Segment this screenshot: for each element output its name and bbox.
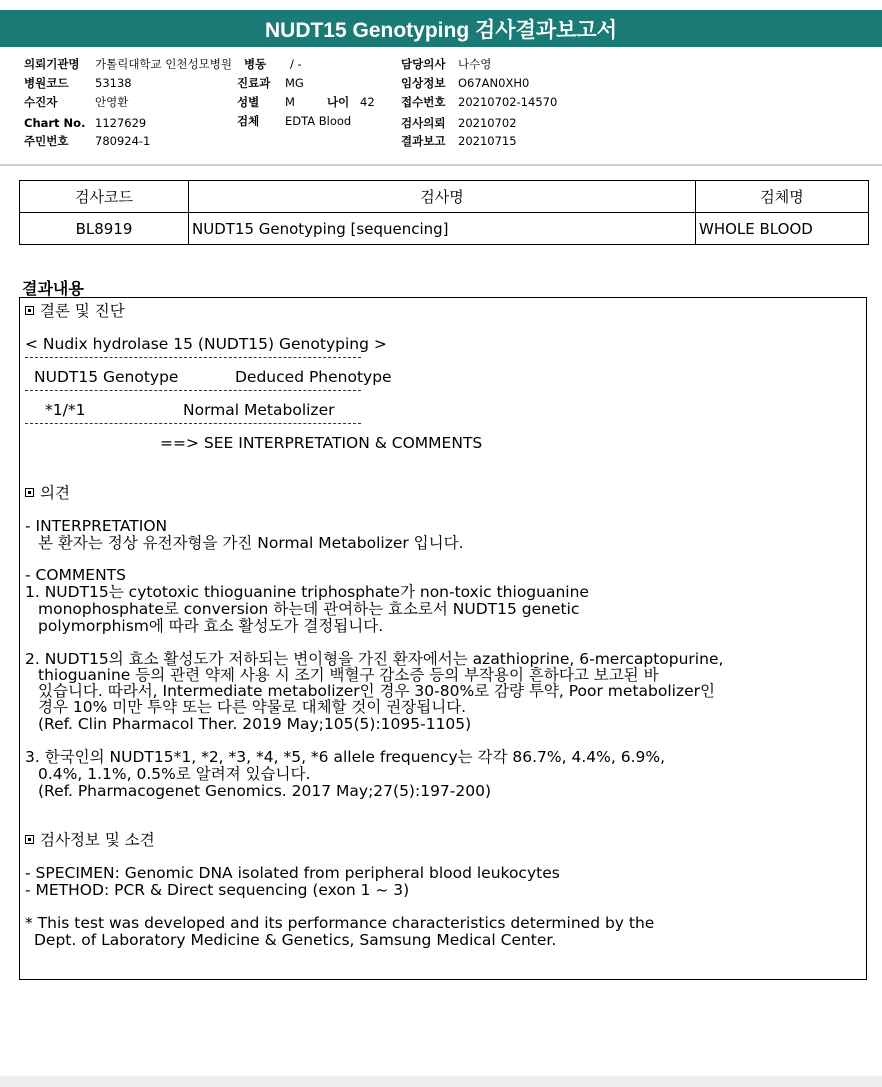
resident-number-value: 780924-1: [95, 134, 151, 148]
report-date-label: 결과보고: [401, 134, 446, 148]
age-label: 나이: [327, 95, 350, 109]
test-code-header: 검사코드: [20, 181, 189, 213]
comment-3-line: 3. 한국인의 NUDT15*1, *2, *3, *4, *5, *6 allele frequency는 각각 86.7%, 4.4%, 6.9%,: [25, 748, 666, 766]
comment-2-line: 있습니다. 따라서, Intermediate metabolizer인 경우 30-80%로 감량 투약, Poor metabolizer인: [38, 682, 715, 700]
dashed-divider: [25, 357, 361, 358]
report-date-value: 20210715: [458, 134, 517, 148]
patient-name-value: 안영환: [95, 95, 129, 109]
test-name-header: 검사명: [189, 181, 696, 213]
conclusion-heading: 결론 및 진단: [25, 303, 125, 320]
phenotype-value: Normal Metabolizer: [183, 401, 335, 419]
specimen-line: - SPECIMEN: Genomic DNA isolated from peripheral blood leukocytes: [25, 864, 560, 882]
test-info-heading: 검사정보 및 소견: [25, 832, 155, 849]
comment-1-line: monophosphate로 conversion 하는데 관여하는 효소로서 NUDT15 genetic: [38, 600, 580, 618]
patient-info-header: [0, 55, 882, 157]
dashed-divider: [25, 423, 361, 424]
receipt-number-value: 20210702-14570: [458, 95, 558, 109]
age-value: 42: [360, 95, 375, 109]
ward-label: 병동: [244, 57, 267, 71]
interpretation-text: 본 환자는 정상 유전자형을 가진 Normal Metabolizer 입니다.: [38, 534, 464, 552]
receipt-number-label: 접수번호: [401, 95, 446, 109]
test-code-cell: BL8919: [20, 213, 189, 245]
bottom-strip: [0, 1076, 882, 1087]
interpretation-label: - INTERPRETATION: [25, 517, 168, 535]
hospital-code-value: 53138: [95, 76, 132, 90]
test-info-table: [19, 180, 869, 245]
hospital-label: 의뢰기관명: [24, 57, 80, 71]
comment-1-line: 1. NUDT15는 cytotoxic thioguanine triphosphate가 non-toxic thioguanine: [25, 583, 589, 601]
specimen-name-cell: WHOLE BLOOD: [696, 213, 869, 245]
comment-2-line: thioguanine 등의 관련 약제 사용 시 조기 백혈구 감소증 등의 부작용이 흔하다고 보고된 바: [38, 666, 659, 684]
hospital-value: 가톨릭대학교 인천성모병원: [95, 57, 232, 71]
request-date-label: 검사의뢰: [401, 116, 446, 130]
header-divider: [0, 164, 882, 166]
doctor-value: 나수영: [458, 57, 492, 71]
chart-number-value: 1127629: [95, 116, 147, 130]
doctor-label: 담당의사: [401, 57, 446, 71]
specimen-label: 검체: [237, 114, 260, 128]
table-row: [20, 213, 869, 245]
comment-2-line: 경우 10% 미만 투약 또는 다른 약물로 대체할 것이 권장됩니다.: [38, 698, 467, 716]
specimen-name-header: 검체명: [696, 181, 869, 213]
dept-label: 진료과: [237, 76, 271, 90]
ward-value: / -: [290, 57, 302, 71]
square-bullet-icon: [25, 488, 34, 497]
phenotype-column-label: Deduced Phenotype: [235, 368, 392, 386]
patient-name-label: 수진자: [24, 95, 58, 109]
dept-value: MG: [285, 76, 304, 90]
disclaimer-line: Dept. of Laboratory Medicine & Genetics, Samsung Medical Center.: [34, 931, 557, 949]
square-bullet-icon: [25, 835, 34, 844]
results-box: [19, 297, 867, 980]
hospital-code-label: 병원코드: [24, 76, 69, 90]
table-header-row: [20, 181, 869, 213]
specimen-value: EDTA Blood: [285, 114, 352, 128]
sex-value: M: [285, 95, 295, 109]
opinion-heading: 의견: [25, 485, 70, 502]
method-line: - METHOD: PCR & Direct sequencing (exon 1 ~ 3): [25, 881, 410, 899]
comment-3-reference: (Ref. Pharmacogenet Genomics. 2017 May;27(5):197-200): [38, 782, 492, 800]
chart-number-label: Chart No.: [24, 116, 86, 130]
clinical-info-label: 임상정보: [401, 76, 446, 90]
comment-2-reference: (Ref. Clin Pharmacol Ther. 2019 May;105(5):1095-1105): [38, 715, 472, 733]
see-interpretation-note: ==> SEE INTERPRETATION & COMMENTS: [160, 434, 483, 452]
results-section-title: 결과내용: [22, 279, 84, 298]
square-bullet-icon: [25, 306, 34, 315]
request-date-value: 20210702: [458, 116, 517, 130]
disclaimer-line: * This test was developed and its performance characteristics determined by the: [25, 914, 655, 932]
comments-label: - COMMENTS: [25, 566, 126, 584]
comment-1-line: polymorphism에 따라 효소 활성도가 결정됩니다.: [38, 617, 384, 635]
dashed-divider: [25, 390, 361, 391]
comment-3-line: 0.4%, 1.1%, 0.5%로 알려져 있습니다.: [38, 765, 311, 783]
report-title: NUDT15 Genotyping 검사결과보고서: [0, 10, 882, 47]
genotype-value: *1/*1: [45, 401, 86, 419]
comment-2-line: 2. NUDT15의 효소 활성도가 저하되는 변이형을 가진 환자에서는 azathioprine, 6-mercaptopurine,: [25, 650, 724, 668]
sex-label: 성별: [237, 95, 260, 109]
genotyping-heading: < Nudix hydrolase 15 (NUDT15) Genotyping >: [25, 335, 387, 353]
resident-number-label: 주민번호: [24, 134, 69, 148]
test-name-cell: NUDT15 Genotyping [sequencing]: [189, 213, 696, 245]
genotype-column-label: NUDT15 Genotype: [34, 368, 179, 386]
clinical-info-value: O67AN0XH0: [458, 76, 530, 90]
